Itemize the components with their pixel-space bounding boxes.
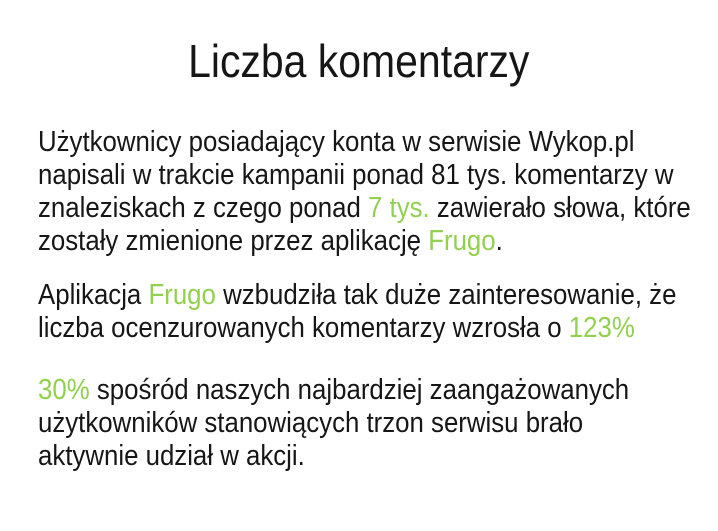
text-run: użytkowników stanowiących trzon serwisu brało	[38, 407, 584, 439]
text-run: Użytkownicy posiadający konta w serwisie Wykop.pl	[38, 126, 635, 158]
text-line	[38, 279, 716, 312]
text-line	[38, 312, 716, 345]
accent-text-run: 30%	[38, 374, 90, 406]
text-run: Aplikacja	[38, 279, 149, 311]
text-run: aktywnie udział w akcji.	[38, 440, 305, 472]
paragraph	[38, 374, 716, 473]
text-line	[38, 374, 716, 407]
text-run: liczba ocenzurowanych komentarzy wzrosła o	[38, 312, 569, 344]
accent-text-run: 7 tys.	[368, 192, 430, 224]
text-line	[38, 159, 716, 192]
slide-title-text: Liczba komentarzy	[188, 35, 530, 87]
slide-title	[0, 33, 718, 89]
text-line	[38, 440, 716, 473]
text-run: spośród naszych najbardziej zaangażowanych	[89, 374, 630, 406]
text-run: .	[495, 225, 503, 257]
accent-text-run: 123%	[568, 312, 635, 344]
text-run: zawierało słowa, które	[429, 192, 691, 224]
text-line	[38, 126, 716, 159]
paragraph	[38, 279, 716, 345]
text-line	[38, 407, 716, 440]
accent-text-run: Frugo	[148, 279, 216, 311]
text-run: wzbudziła tak duże zainteresowanie, że	[215, 279, 677, 311]
text-run: zostały zmienione przez aplikację	[38, 225, 429, 257]
text-line	[38, 192, 716, 225]
slide-body	[38, 126, 716, 473]
paragraph	[38, 126, 716, 258]
accent-text-run: Frugo	[428, 225, 496, 257]
text-run: znaleziskach z czego ponad	[38, 192, 369, 224]
text-line	[38, 225, 716, 258]
text-run: napisali w trakcie kampanii ponad 81 tys. komentarzy w	[38, 159, 674, 191]
